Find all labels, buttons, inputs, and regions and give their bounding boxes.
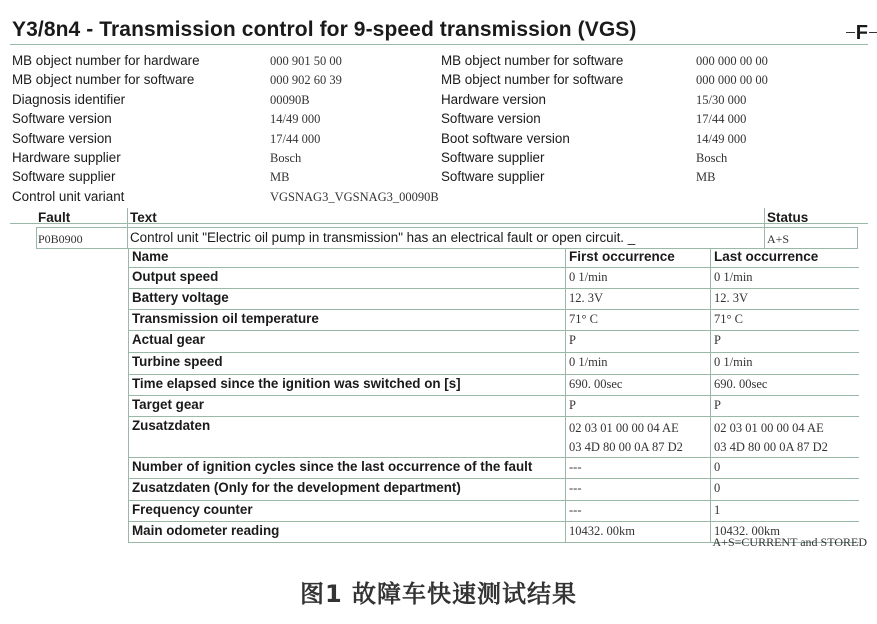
info-row	[10, 169, 868, 188]
fault-status: A+S	[767, 232, 790, 246]
info-value: 000 000 00 00	[696, 73, 768, 87]
env-last-value: 690. 00sec	[714, 377, 768, 391]
env-first-value: 71° C	[569, 312, 598, 326]
env-name: Target gear	[132, 397, 204, 412]
last-occurrence-header: Last occurrence	[714, 249, 819, 264]
env-last-value: 71° C	[714, 312, 743, 326]
table-row	[129, 417, 859, 458]
info-row	[10, 72, 868, 91]
fault-text: Control unit "Electric oil pump in transmission" has an electrical fault or open circuit. _	[130, 230, 636, 245]
env-first-value: 0 1/min	[569, 355, 608, 369]
document	[10, 14, 868, 224]
fault-column-header: Fault	[38, 210, 71, 225]
info-label: MB object number for software	[441, 53, 624, 68]
control-unit-info	[10, 45, 868, 224]
env-first-value: ---	[569, 481, 582, 495]
table-row	[129, 331, 859, 353]
page-title: Y3/8n4 - Transmission control for 9-speed transmission (VGS)	[12, 18, 637, 41]
env-name: Actual gear	[132, 332, 205, 347]
figure-caption: 图1 故障车快速测试结果	[299, 580, 578, 608]
env-name: Time elapsed since the ignition was switched on [s]	[132, 376, 461, 391]
info-label: Control unit variant	[12, 189, 125, 204]
title-row	[10, 14, 868, 45]
env-last-value: 0 1/min	[714, 270, 753, 284]
first-occurrence-header: First occurrence	[569, 249, 675, 264]
info-label: Hardware version	[441, 92, 546, 107]
info-value: Bosch	[270, 151, 302, 165]
info-row	[10, 131, 868, 150]
status-legend: A+S=CURRENT and STORED	[712, 535, 867, 549]
env-first-value: ---	[569, 503, 582, 517]
env-name: Main odometer reading	[132, 523, 280, 538]
info-row	[10, 92, 868, 111]
env-last-value	[714, 419, 828, 457]
table-row	[129, 501, 859, 522]
env-table-header	[129, 248, 859, 268]
info-value: 000 000 00 00	[696, 54, 768, 68]
status-column-header: Status	[767, 210, 809, 225]
env-first-value: ---	[569, 460, 582, 474]
environment-data-table	[128, 248, 859, 543]
info-value: 000 901 50 00	[270, 54, 342, 68]
info-row	[10, 111, 868, 130]
env-name: Turbine speed	[132, 354, 223, 369]
info-value: 14/49 000	[696, 132, 747, 146]
info-value: Bosch	[696, 151, 728, 165]
env-first-value	[569, 419, 683, 457]
name-column-header: Name	[132, 249, 169, 264]
env-first-value: 0 1/min	[569, 270, 608, 284]
env-name: Battery voltage	[132, 290, 229, 305]
info-value: 17/44 000	[270, 132, 321, 146]
fault-flag: F	[855, 22, 868, 44]
info-label: Software supplier	[12, 169, 116, 184]
env-last-value: 1	[714, 503, 721, 517]
info-value: 15/30 000	[696, 93, 747, 107]
table-row	[129, 396, 859, 417]
env-last-value: 0	[714, 481, 721, 495]
info-value: 14/49 000	[270, 112, 321, 126]
info-label: Software version	[441, 111, 541, 126]
env-last-line-1: 02 03 01 00 00 04 AE	[714, 421, 824, 435]
env-last-value: 0 1/min	[714, 355, 753, 369]
env-name: Zusatzdaten	[132, 418, 211, 433]
info-value: MB	[270, 170, 290, 184]
info-row	[10, 150, 868, 169]
text-column-header: Text	[130, 210, 157, 225]
table-row	[129, 353, 859, 375]
env-first-value: 690. 00sec	[569, 377, 623, 391]
env-first-value: 10432. 00km	[569, 524, 635, 538]
env-last-value: 0	[714, 460, 721, 474]
env-first-value: P	[569, 398, 576, 412]
env-last-value: P	[714, 398, 721, 412]
info-label: MB object number for hardware	[12, 53, 200, 68]
info-value: VGSNAG3_VGSNAG3_00090B	[270, 190, 439, 204]
env-last-line-2: 03 4D 80 00 0A 87 D2	[714, 440, 828, 454]
env-first-value: 12. 3V	[569, 291, 604, 305]
table-row	[129, 268, 859, 289]
info-label: MB object number for software	[441, 72, 624, 87]
env-name: Transmission oil temperature	[132, 311, 319, 326]
env-first-line-2: 03 4D 80 00 0A 87 D2	[569, 440, 683, 454]
env-first-value: P	[569, 333, 576, 347]
table-row	[129, 289, 859, 310]
info-row	[10, 189, 868, 208]
env-last-value: 10432. 00km	[714, 524, 780, 538]
info-label: Hardware supplier	[12, 150, 121, 165]
fault-table	[36, 208, 858, 249]
info-row	[10, 53, 868, 72]
table-row	[129, 458, 859, 479]
env-first-line-1: 02 03 01 00 00 04 AE	[569, 421, 679, 435]
info-value: MB	[696, 170, 716, 184]
info-label: Software version	[12, 131, 112, 146]
info-value: 000 902 60 39	[270, 73, 342, 87]
info-value: 00090B	[270, 93, 310, 107]
info-label: Software supplier	[441, 150, 545, 165]
info-label: Diagnosis identifier	[12, 92, 126, 107]
table-row	[129, 375, 859, 396]
env-last-value: 12. 3V	[714, 291, 749, 305]
table-row	[129, 310, 859, 331]
info-label: Software version	[12, 111, 112, 126]
fault-table-header	[36, 208, 858, 228]
env-name: Number of ignition cycles since the last occurrence of the fault	[132, 459, 533, 474]
env-name: Output speed	[132, 269, 219, 284]
fault-row[interactable]	[36, 228, 858, 249]
info-label: Boot software version	[441, 131, 570, 146]
env-name: Zusatzdaten (Only for the development department)	[132, 480, 461, 495]
fault-code: P0B0900	[38, 232, 83, 246]
table-row	[129, 479, 859, 501]
info-label: MB object number for software	[12, 72, 195, 87]
env-name: Frequency counter	[132, 502, 253, 517]
info-value: 17/44 000	[696, 112, 747, 126]
env-last-value: P	[714, 333, 721, 347]
info-label: Software supplier	[441, 169, 545, 184]
